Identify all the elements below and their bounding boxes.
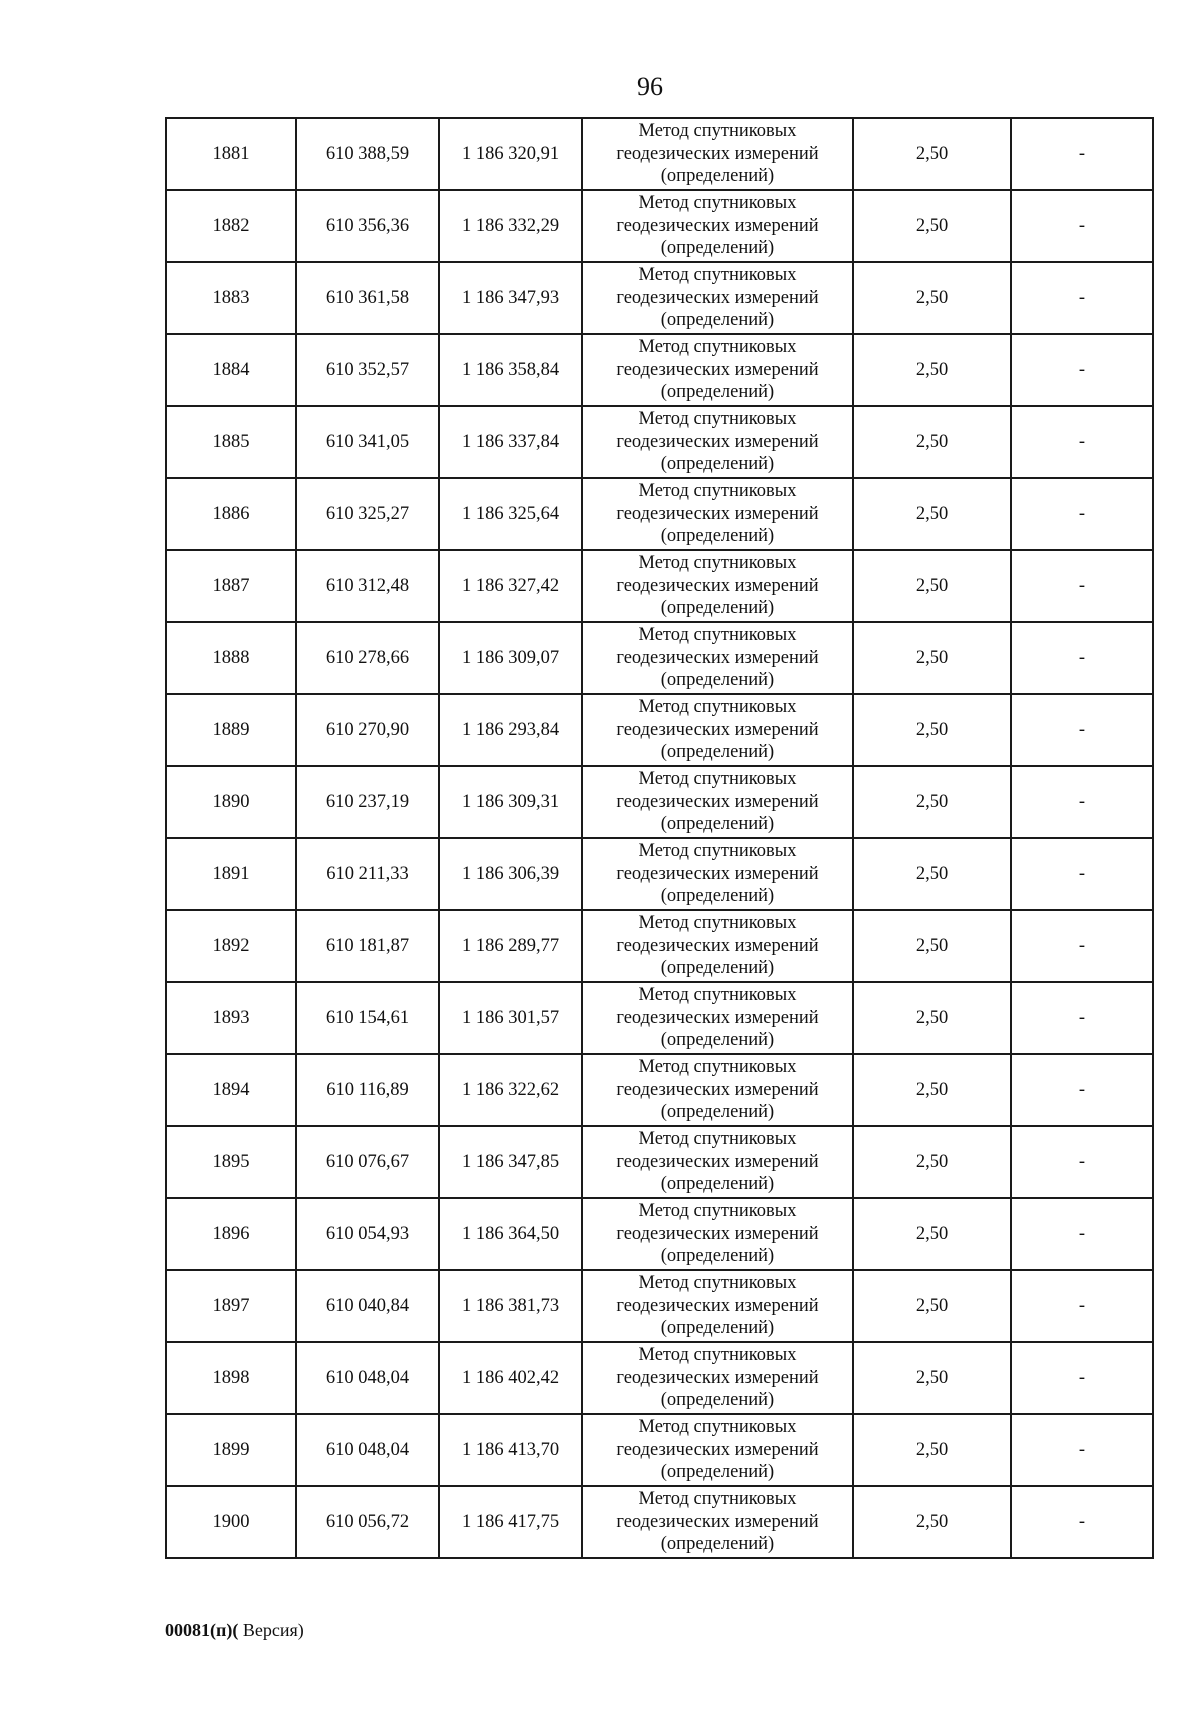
x-coordinate-cell: 610 116,89: [296, 1054, 439, 1126]
point-number-cell: 1897: [166, 1270, 296, 1342]
y-coordinate-cell: 1 186 364,50: [439, 1198, 582, 1270]
accuracy-cell: 2,50: [853, 406, 1011, 478]
x-coordinate-cell: 610 341,05: [296, 406, 439, 478]
method-line: геодезических измерений: [616, 1511, 819, 1532]
method-line: (определений): [660, 670, 775, 691]
method-cell: [582, 262, 853, 334]
table-row: [166, 262, 1153, 334]
note-cell: -: [1011, 982, 1153, 1054]
point-number-cell: 1900: [166, 1486, 296, 1558]
x-coordinate-cell: 610 356,36: [296, 190, 439, 262]
accuracy-cell: 2,50: [853, 1054, 1011, 1126]
note-cell: -: [1011, 550, 1153, 622]
method-line: геодезических измерений: [616, 287, 819, 308]
method-line: Метод спутниковых: [638, 337, 797, 358]
table-row: [166, 838, 1153, 910]
x-coordinate-cell: 610 056,72: [296, 1486, 439, 1558]
point-number-cell: 1894: [166, 1054, 296, 1126]
accuracy-cell: 2,50: [853, 838, 1011, 910]
x-coordinate-cell: 610 054,93: [296, 1198, 439, 1270]
x-coordinate-cell: 610 278,66: [296, 622, 439, 694]
method-cell: [582, 910, 853, 982]
table-row: [166, 694, 1153, 766]
method-cell: [582, 622, 853, 694]
y-coordinate-cell: 1 186 325,64: [439, 478, 582, 550]
method-line: (определений): [660, 238, 775, 259]
y-coordinate-cell: 1 186 347,93: [439, 262, 582, 334]
method-cell: [582, 838, 853, 910]
method-line: геодезических измерений: [616, 359, 819, 380]
method-line: (определений): [660, 1462, 775, 1483]
method-line: Метод спутниковых: [638, 841, 797, 862]
point-number-cell: 1886: [166, 478, 296, 550]
point-number-cell: 1899: [166, 1414, 296, 1486]
point-number-cell: 1892: [166, 910, 296, 982]
method-line: (определений): [660, 1102, 775, 1123]
table-row: [166, 406, 1153, 478]
method-line: Метод спутниковых: [638, 409, 797, 430]
note-cell: -: [1011, 910, 1153, 982]
method-line: (определений): [660, 310, 775, 331]
method-cell: [582, 1270, 853, 1342]
table-row: [166, 550, 1153, 622]
table-row: [166, 1270, 1153, 1342]
table-row: [166, 910, 1153, 982]
note-cell: -: [1011, 1198, 1153, 1270]
x-coordinate-cell: 610 361,58: [296, 262, 439, 334]
accuracy-cell: 2,50: [853, 550, 1011, 622]
method-line: Метод спутниковых: [638, 1129, 797, 1150]
method-line: геодезических измерений: [616, 719, 819, 740]
x-coordinate-cell: 610 325,27: [296, 478, 439, 550]
point-number-cell: 1884: [166, 334, 296, 406]
document-code: [165, 1620, 304, 1641]
accuracy-cell: 2,50: [853, 1414, 1011, 1486]
x-coordinate-cell: 610 312,48: [296, 550, 439, 622]
method-line: геодезических измерений: [616, 1079, 819, 1100]
method-cell: [582, 334, 853, 406]
method-cell: [582, 766, 853, 838]
x-coordinate-cell: 610 211,33: [296, 838, 439, 910]
accuracy-cell: 2,50: [853, 478, 1011, 550]
method-line: (определений): [660, 1174, 775, 1195]
point-number-cell: 1887: [166, 550, 296, 622]
method-line: (определений): [660, 1030, 775, 1051]
method-line: геодезических измерений: [616, 1295, 819, 1316]
y-coordinate-cell: 1 186 381,73: [439, 1270, 582, 1342]
y-coordinate-cell: 1 186 289,77: [439, 910, 582, 982]
method-line: геодезических измерений: [616, 1223, 819, 1244]
table-row: [166, 1126, 1153, 1198]
point-number-cell: 1893: [166, 982, 296, 1054]
method-line: Метод спутниковых: [638, 265, 797, 286]
note-cell: -: [1011, 406, 1153, 478]
x-coordinate-cell: 610 352,57: [296, 334, 439, 406]
x-coordinate-cell: 610 270,90: [296, 694, 439, 766]
y-coordinate-cell: 1 186 301,57: [439, 982, 582, 1054]
table-row: [166, 982, 1153, 1054]
method-line: геодезических измерений: [616, 935, 819, 956]
note-cell: -: [1011, 1414, 1153, 1486]
note-cell: -: [1011, 838, 1153, 910]
y-coordinate-cell: 1 186 402,42: [439, 1342, 582, 1414]
page-number: 96: [637, 72, 663, 101]
y-coordinate-cell: 1 186 332,29: [439, 190, 582, 262]
method-line: геодезических измерений: [616, 215, 819, 236]
x-coordinate-cell: 610 237,19: [296, 766, 439, 838]
x-coordinate-cell: 610 048,04: [296, 1414, 439, 1486]
table-row: [166, 1054, 1153, 1126]
point-number-cell: 1883: [166, 262, 296, 334]
y-coordinate-cell: 1 186 309,07: [439, 622, 582, 694]
x-coordinate-cell: 610 040,84: [296, 1270, 439, 1342]
accuracy-cell: 2,50: [853, 118, 1011, 190]
table-row: [166, 478, 1153, 550]
method-line: Метод спутниковых: [638, 1489, 797, 1510]
method-line: геодезических измерений: [616, 791, 819, 812]
table-row: [166, 622, 1153, 694]
method-line: (определений): [660, 382, 775, 403]
document-code-number: 00081(п)(: [165, 1620, 239, 1640]
method-line: (определений): [660, 454, 775, 475]
method-line: (определений): [660, 1246, 775, 1267]
method-line: геодезических измерений: [616, 863, 819, 884]
x-coordinate-cell: 610 181,87: [296, 910, 439, 982]
point-number-cell: 1896: [166, 1198, 296, 1270]
method-line: Метод спутниковых: [638, 121, 797, 142]
method-line: геодезических измерений: [616, 1439, 819, 1460]
method-line: Метод спутниковых: [638, 625, 797, 646]
accuracy-cell: 2,50: [853, 1270, 1011, 1342]
point-number-cell: 1881: [166, 118, 296, 190]
method-line: (определений): [660, 1390, 775, 1411]
table-row: [166, 334, 1153, 406]
note-cell: -: [1011, 190, 1153, 262]
method-cell: [582, 406, 853, 478]
method-cell: [582, 190, 853, 262]
method-line: геодезических измерений: [616, 431, 819, 452]
method-line: Метод спутниковых: [638, 1057, 797, 1078]
method-cell: [582, 694, 853, 766]
method-line: Метод спутниковых: [638, 1345, 797, 1366]
note-cell: -: [1011, 334, 1153, 406]
y-coordinate-cell: 1 186 417,75: [439, 1486, 582, 1558]
y-coordinate-cell: 1 186 358,84: [439, 334, 582, 406]
method-line: Метод спутниковых: [638, 985, 797, 1006]
x-coordinate-cell: 610 048,04: [296, 1342, 439, 1414]
note-cell: -: [1011, 262, 1153, 334]
y-coordinate-cell: 1 186 327,42: [439, 550, 582, 622]
point-number-cell: 1898: [166, 1342, 296, 1414]
method-line: (определений): [660, 958, 775, 979]
method-cell: [582, 982, 853, 1054]
table-row: [166, 766, 1153, 838]
note-cell: -: [1011, 1486, 1153, 1558]
method-cell: [582, 1414, 853, 1486]
note-cell: -: [1011, 1126, 1153, 1198]
note-cell: -: [1011, 478, 1153, 550]
accuracy-cell: 2,50: [853, 1126, 1011, 1198]
method-line: геодезических измерений: [616, 1007, 819, 1028]
method-line: геодезических измерений: [616, 575, 819, 596]
document-code-label: Версия): [238, 1620, 304, 1640]
note-cell: -: [1011, 1054, 1153, 1126]
point-number-cell: 1888: [166, 622, 296, 694]
x-coordinate-cell: 610 076,67: [296, 1126, 439, 1198]
method-line: геодезических измерений: [616, 1151, 819, 1172]
method-line: Метод спутниковых: [638, 553, 797, 574]
method-line: Метод спутниковых: [638, 913, 797, 934]
accuracy-cell: 2,50: [853, 910, 1011, 982]
method-line: Метод спутниковых: [638, 1417, 797, 1438]
method-cell: [582, 1054, 853, 1126]
method-line: (определений): [660, 886, 775, 907]
accuracy-cell: 2,50: [853, 622, 1011, 694]
method-line: Метод спутниковых: [638, 193, 797, 214]
accuracy-cell: 2,50: [853, 982, 1011, 1054]
method-cell: [582, 1126, 853, 1198]
method-line: геодезических измерений: [616, 1367, 819, 1388]
table-row: [166, 1414, 1153, 1486]
y-coordinate-cell: 1 186 309,31: [439, 766, 582, 838]
point-number-cell: 1895: [166, 1126, 296, 1198]
method-cell: [582, 1342, 853, 1414]
point-number-cell: 1885: [166, 406, 296, 478]
accuracy-cell: 2,50: [853, 694, 1011, 766]
method-line: (определений): [660, 742, 775, 763]
method-line: (определений): [660, 1318, 775, 1339]
method-cell: [582, 118, 853, 190]
y-coordinate-cell: 1 186 413,70: [439, 1414, 582, 1486]
y-coordinate-cell: 1 186 293,84: [439, 694, 582, 766]
x-coordinate-cell: 610 388,59: [296, 118, 439, 190]
table-row: [166, 1342, 1153, 1414]
accuracy-cell: 2,50: [853, 1486, 1011, 1558]
y-coordinate-cell: 1 186 337,84: [439, 406, 582, 478]
note-cell: -: [1011, 1342, 1153, 1414]
method-line: (определений): [660, 1534, 775, 1555]
y-coordinate-cell: 1 186 320,91: [439, 118, 582, 190]
method-cell: [582, 550, 853, 622]
method-line: Метод спутниковых: [638, 697, 797, 718]
note-cell: -: [1011, 118, 1153, 190]
table-row: [166, 190, 1153, 262]
accuracy-cell: 2,50: [853, 1198, 1011, 1270]
coordinates-table-body: [166, 118, 1153, 1558]
accuracy-cell: 2,50: [853, 1342, 1011, 1414]
point-number-cell: 1889: [166, 694, 296, 766]
point-number-cell: 1891: [166, 838, 296, 910]
table-row: [166, 1486, 1153, 1558]
accuracy-cell: 2,50: [853, 190, 1011, 262]
method-line: (определений): [660, 814, 775, 835]
method-line: Метод спутниковых: [638, 1273, 797, 1294]
method-cell: [582, 478, 853, 550]
method-line: Метод спутниковых: [638, 1201, 797, 1222]
accuracy-cell: 2,50: [853, 334, 1011, 406]
method-line: Метод спутниковых: [638, 481, 797, 502]
y-coordinate-cell: 1 186 322,62: [439, 1054, 582, 1126]
table-row: [166, 118, 1153, 190]
x-coordinate-cell: 610 154,61: [296, 982, 439, 1054]
accuracy-cell: 2,50: [853, 766, 1011, 838]
method-line: геодезических измерений: [616, 503, 819, 524]
method-cell: [582, 1486, 853, 1558]
y-coordinate-cell: 1 186 347,85: [439, 1126, 582, 1198]
method-line: (определений): [660, 526, 775, 547]
note-cell: -: [1011, 694, 1153, 766]
table-row: [166, 1198, 1153, 1270]
point-number-cell: 1890: [166, 766, 296, 838]
point-number-cell: 1882: [166, 190, 296, 262]
accuracy-cell: 2,50: [853, 262, 1011, 334]
method-line: геодезических измерений: [616, 647, 819, 668]
note-cell: -: [1011, 622, 1153, 694]
method-cell: [582, 1198, 853, 1270]
coordinates-table: [165, 117, 1154, 1559]
y-coordinate-cell: 1 186 306,39: [439, 838, 582, 910]
method-line: (определений): [660, 166, 775, 187]
method-line: геодезических измерений: [616, 143, 819, 164]
method-line: Метод спутниковых: [638, 769, 797, 790]
note-cell: -: [1011, 766, 1153, 838]
note-cell: -: [1011, 1270, 1153, 1342]
method-line: (определений): [660, 598, 775, 619]
